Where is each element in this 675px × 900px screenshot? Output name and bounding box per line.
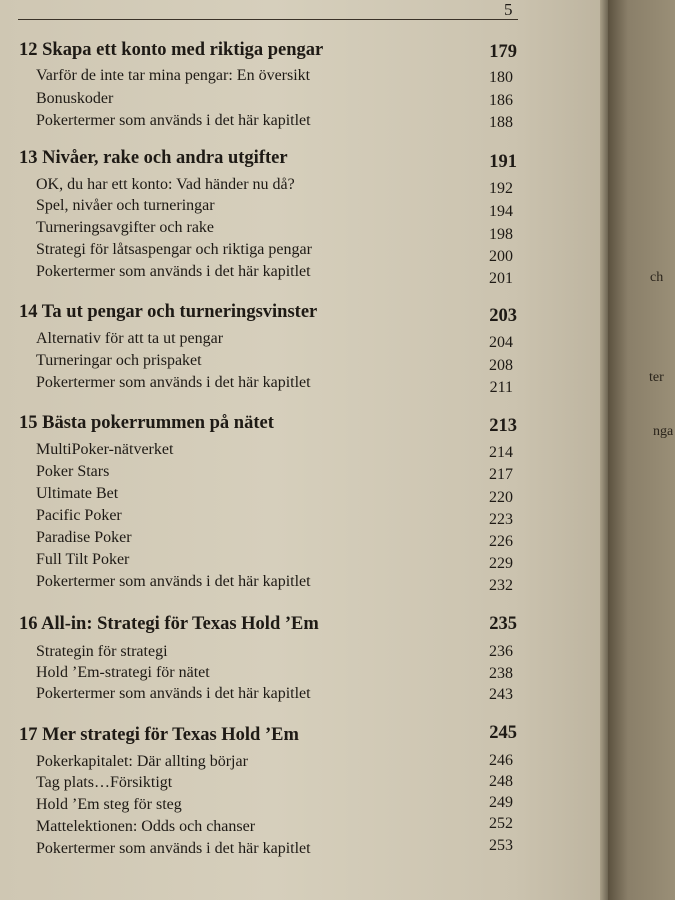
page-number: 5 <box>504 0 513 19</box>
entry-title: Mattelektionen: Odds och chanser <box>36 818 256 835</box>
chapter-page: 213 <box>489 416 517 436</box>
entry-page: 188 <box>489 114 513 131</box>
toc-entry <box>0 837 600 862</box>
facing-page-fragment: ter <box>649 370 664 385</box>
entry-title: Pokertermer som används i det här kapitlet <box>36 573 311 590</box>
entry-page: 180 <box>489 69 513 86</box>
entry-title: Pokertermer som används i det här kapitlet <box>36 112 311 129</box>
chapter-page: 245 <box>489 723 517 743</box>
entry-title: Tag plats…Försiktigt <box>36 774 173 791</box>
entry-title: Pacific Poker <box>36 507 122 524</box>
entry-page: 232 <box>489 577 513 594</box>
toc-entry <box>0 176 600 198</box>
entry-title: Hold ’Em-strategi för nätet <box>36 664 210 681</box>
toc-entry <box>0 463 600 485</box>
toc-entry <box>0 219 600 241</box>
entry-page: 201 <box>489 270 513 287</box>
chapter-title: 16 All-in: Strategi för Texas Hold ’Em <box>19 614 319 634</box>
entry-page: 200 <box>489 248 513 265</box>
entry-page: 248 <box>489 773 513 790</box>
toc-entry <box>0 507 600 529</box>
entry-title: Turneringsavgifter och rake <box>36 219 215 236</box>
toc-entry <box>0 441 600 463</box>
entry-page: 198 <box>489 226 513 243</box>
entry-page: 220 <box>489 489 513 506</box>
toc-entry <box>0 485 600 507</box>
entry-title: Bonuskoder <box>36 90 114 107</box>
entry-title: Full Tilt Poker <box>36 551 130 568</box>
entry-title: Spel, nivåer och turneringar <box>36 197 215 214</box>
toc-entry <box>0 90 600 112</box>
entry-title: Strategin för strategi <box>36 643 168 660</box>
toc-entry <box>0 774 600 796</box>
chapter-title: 14 Ta ut pengar och turneringsvinster <box>19 302 318 322</box>
toc-entry <box>0 67 600 89</box>
chapter-title: 13 Nivåer, rake och andra utgifter <box>19 148 288 168</box>
page-gutter <box>600 0 608 900</box>
entry-page: 229 <box>489 555 513 572</box>
chapter-title: 15 Bästa pokerrummen på nätet <box>19 413 274 433</box>
toc-entry <box>0 573 600 595</box>
entry-page: 236 <box>489 643 513 660</box>
toc-entry <box>0 241 600 263</box>
entry-page: 192 <box>489 180 513 197</box>
entry-page: 186 <box>489 92 513 109</box>
entry-title: Poker Stars <box>36 463 110 480</box>
toc-entry <box>0 330 600 352</box>
entry-title: Ultimate Bet <box>36 485 119 502</box>
toc-entry <box>0 685 600 707</box>
entry-title: Strategi för låtsaspengar och riktiga pengar <box>36 241 312 258</box>
entry-page: 249 <box>489 794 513 811</box>
entry-title: Varför de inte tar mina pengar: En översikt <box>36 67 311 84</box>
toc-entry <box>0 263 600 285</box>
entry-title: Pokertermer som används i det här kapitlet <box>36 263 311 280</box>
header-rule <box>18 19 518 20</box>
entry-title: Pokertermer som används i det här kapitlet <box>36 374 311 391</box>
entry-page: 214 <box>489 444 513 461</box>
entry-page: 211 <box>489 379 513 396</box>
toc-entry <box>0 529 600 551</box>
facing-page <box>608 0 675 900</box>
toc-entry <box>0 753 600 775</box>
entry-title: MultiPoker-nätverket <box>36 441 174 458</box>
toc-entry <box>0 197 600 219</box>
chapter-page: 235 <box>489 614 517 634</box>
toc-entry <box>0 664 600 686</box>
chapter-page: 203 <box>489 306 517 326</box>
entry-title: OK, du har ett konto: Vad händer nu då? <box>36 176 295 193</box>
entry-page: 226 <box>489 533 513 550</box>
facing-page-fragment: ch <box>650 270 664 285</box>
entry-page: 217 <box>489 466 513 483</box>
entry-title: Turneringar och prispaket <box>36 352 202 369</box>
entry-page: 238 <box>489 665 513 682</box>
entry-title: Pokerkapitalet: Där allting börjar <box>36 753 248 770</box>
toc-entry <box>0 551 600 573</box>
entry-page: 208 <box>489 357 513 374</box>
facing-page-fragment: nga <box>653 424 674 439</box>
chapter-page: 191 <box>489 152 517 172</box>
entry-page: 253 <box>489 837 513 854</box>
entry-page: 223 <box>489 511 513 528</box>
entry-title: Alternativ för att ta ut pengar <box>36 330 224 347</box>
chapter-page: 179 <box>489 42 517 62</box>
chapter-title: 17 Mer strategi för Texas Hold ’Em <box>19 725 299 745</box>
entry-page: 194 <box>489 203 513 220</box>
entry-page: 252 <box>489 815 513 832</box>
entry-page: 204 <box>489 334 513 351</box>
entry-page: 246 <box>489 752 513 769</box>
toc-entry <box>0 643 600 665</box>
entry-title: Pokertermer som används i det här kapitlet <box>36 840 311 857</box>
toc-entry <box>0 112 600 134</box>
toc-entry <box>0 352 600 374</box>
entry-title: Hold ’Em steg för steg <box>36 796 182 813</box>
entry-page: 243 <box>489 686 513 703</box>
entry-title: Pokertermer som används i det här kapitlet <box>36 685 311 702</box>
chapter-title: 12 Skapa ett konto med riktiga pengar <box>19 40 324 60</box>
toc-entry <box>0 374 600 396</box>
entry-title: Paradise Poker <box>36 529 132 546</box>
